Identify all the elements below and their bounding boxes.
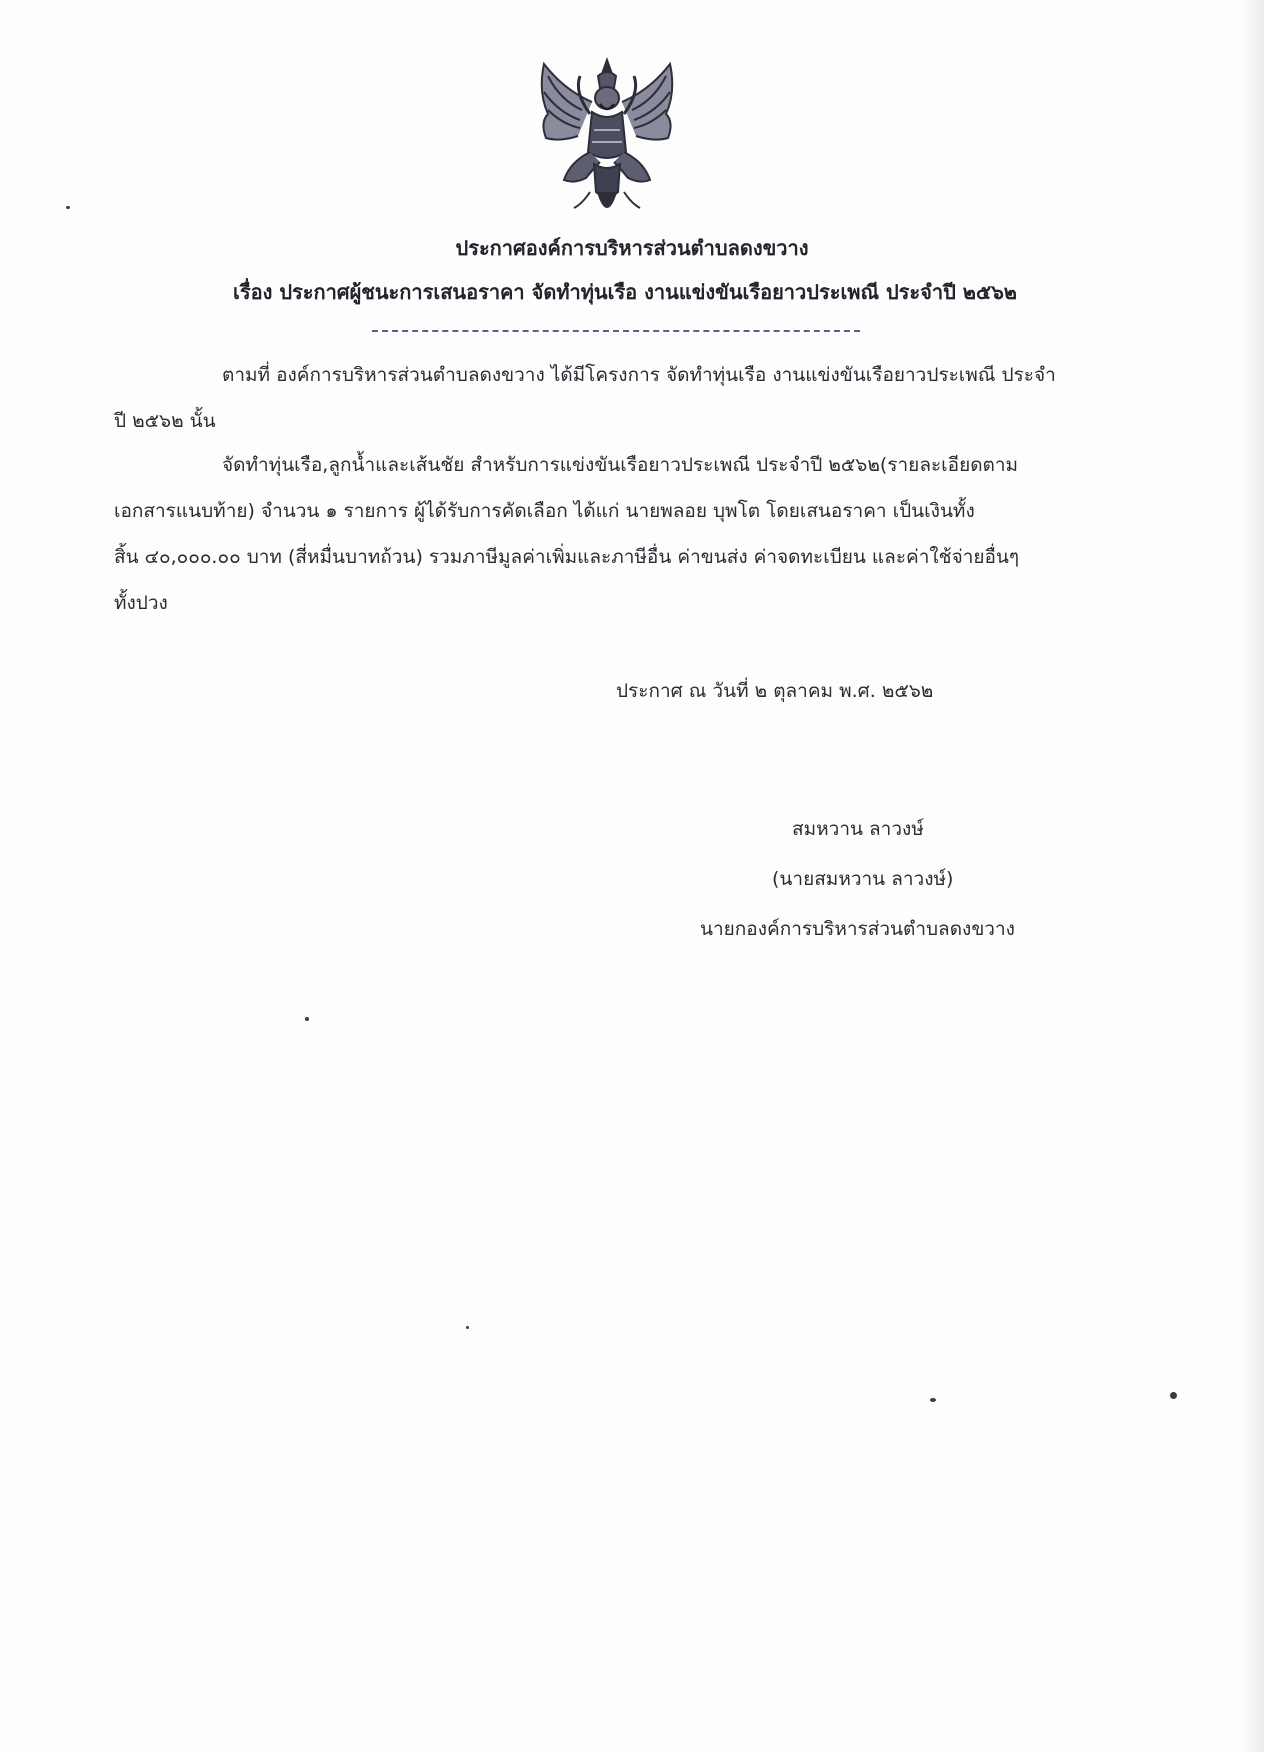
paragraph-1-line: ตามที่ องค์การบริหารส่วนตำบลดงขวาง ได้มีโครงการ จัดทำทุ่นเรือ งานแข่งขันเรือยาวประเพณี ประจำ — [222, 364, 1056, 386]
paragraph-2-line: สิ้น ๔๐,๐๐๐.๐๐ บาท (สี่หมื่นบาทถ้วน) รวมภาษีมูลค่าเพิ่มและภาษีอื่น ค่าขนส่ง ค่าจดทะเบียน และค่าใช้จ่ายอื่นๆ — [114, 546, 1020, 568]
signature-name: สมหวาน ลาวงษ์ — [792, 818, 924, 840]
garuda-emblem-icon — [534, 52, 680, 230]
scan-speck — [1170, 1392, 1177, 1399]
scan-speck — [305, 1017, 309, 1021]
paragraph-1-line: ปี ๒๕๖๒ นั้น — [114, 410, 216, 432]
announcement-subject: เรื่อง ประกาศผู้ชนะการเสนอราคา จัดทำทุ่นเรือ งานแข่งขันเรือยาวประเพณี ประจำปี ๒๕๖๒ — [233, 280, 1017, 304]
paragraph-2-line: เอกสารแนบท้าย) จำนวน ๑ รายการ ผู้ได้รับการคัดเลือก ได้แก่ นายพลอย บุพโต โดยเสนอราคา เป็นเงินทั้ง — [114, 500, 975, 522]
paragraph-2-line: จัดทำทุ่นเรือ,ลูกน้ำและเส้นชัย สำหรับการแข่งขันเรือยาวประเพณี ประจำปี ๒๕๖๒(รายละเอียดตาม — [222, 454, 1019, 476]
signatory-position: นายกองค์การบริหารส่วนตำบลดงขวาง — [700, 918, 1015, 940]
announcement-date: ประกาศ ณ วันที่ ๒ ตุลาคม พ.ศ. ๒๕๖๒ — [616, 680, 934, 702]
announcement-title: ประกาศองค์การบริหารส่วนตำบลดงขวาง — [455, 236, 809, 260]
scan-speck — [66, 206, 70, 209]
signatory-full-name: (นายสมหวาน ลาวงษ์) — [772, 868, 954, 890]
scan-speck — [930, 1398, 936, 1402]
scan-speck — [466, 1326, 469, 1329]
paragraph-2-line: ทั้งปวง — [114, 592, 168, 614]
title-divider — [372, 330, 860, 332]
